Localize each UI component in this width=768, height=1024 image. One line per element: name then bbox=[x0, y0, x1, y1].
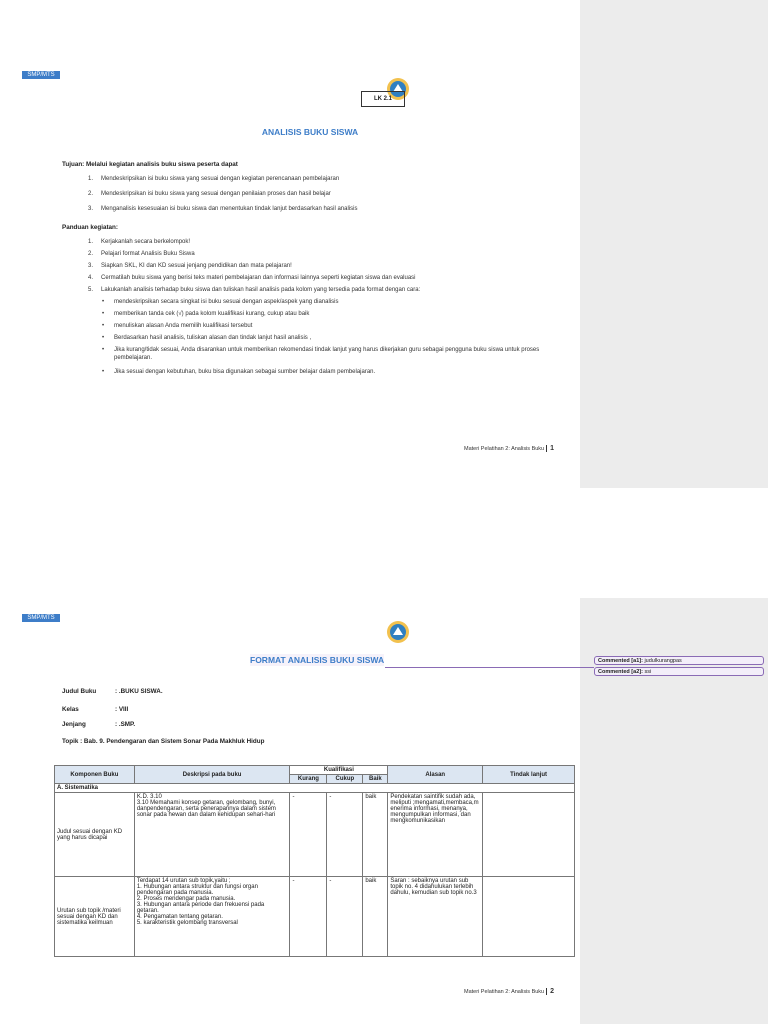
comment-text: ssi bbox=[644, 669, 652, 675]
level-badge: SMP/MTS bbox=[22, 71, 60, 79]
cell-baik: baik bbox=[363, 877, 388, 957]
list-number: 2. bbox=[88, 251, 94, 257]
panduan-heading: Panduan kegiatan: bbox=[62, 224, 118, 231]
comment-label: Commented [a2]: bbox=[598, 669, 643, 675]
level-badge: SMP/MTS bbox=[22, 614, 60, 622]
section-label: A. Sistematika bbox=[55, 784, 575, 793]
cell-kurang: - bbox=[290, 793, 327, 877]
meta-value: : .BUKU SISWA. bbox=[115, 688, 163, 695]
meta-key: Jenjang bbox=[62, 721, 86, 728]
comment-margin-1 bbox=[580, 0, 768, 488]
bullet-item: Berdasarkan hasil analisis, tuliskan alasan dan tindak lanjut hasil analisis , bbox=[114, 335, 312, 341]
topik-line: Topik : Bab. 9. Pendengaran dan Sistem Sonar Pada Makhluk Hidup bbox=[62, 738, 265, 745]
cell-cukup: - bbox=[327, 877, 363, 957]
bullet: • bbox=[102, 311, 105, 317]
meta-key: Kelas bbox=[62, 706, 79, 713]
cell-tindak bbox=[483, 793, 575, 877]
header-alasan: Alasan bbox=[388, 766, 483, 784]
bullet-item: mendeskripsikan secara singkat isi buku sesuai dengan aspek/aspek yang dianalisis bbox=[114, 299, 339, 305]
footer-text: Materi Pelatihan 2: Analisis Buku bbox=[464, 446, 545, 452]
table-row bbox=[55, 793, 575, 877]
page-1 bbox=[0, 0, 580, 488]
comment-label: Commented [a1]: bbox=[598, 658, 643, 664]
format-title: FORMAT ANALISIS BUKU SISWA bbox=[250, 655, 385, 665]
panduan-item: Kerjakanlah secara berkelompok! bbox=[101, 239, 191, 245]
header-kualifikasi: Kualifikasi bbox=[290, 766, 388, 775]
page-footer bbox=[464, 988, 554, 995]
bullet: • bbox=[102, 299, 105, 305]
header-komponen: Komponen Buku bbox=[55, 766, 135, 784]
header-cukup: Cukup bbox=[327, 775, 363, 784]
panduan-item: Pelajari format Analisis Buku Siswa bbox=[101, 251, 195, 257]
cell-alasan: Saran : sebaiknya urutan sub topik no. 4 didahulukan terlebih dahulu, kemudian sub topik no.3 bbox=[388, 877, 483, 957]
list-number: 2. bbox=[88, 191, 94, 197]
cell-baik: baik bbox=[363, 793, 388, 877]
footer-text: Materi Pelatihan 2: Analisis Buku bbox=[464, 989, 545, 995]
page-gap bbox=[0, 488, 768, 598]
meta-value: : .SMP. bbox=[115, 721, 136, 728]
meta-value: : VIII bbox=[115, 706, 129, 713]
header-tindak: Tindak lanjut bbox=[483, 766, 575, 784]
comment-text: judulkurangpas bbox=[644, 658, 682, 664]
bullet: • bbox=[102, 323, 105, 329]
panduan-item: Lakukanlah analisis terhadap buku siswa dan tuliskan hasil analisis pada kolom yang tersedia pada format dengan cara: bbox=[101, 287, 421, 293]
cell-komponen: Urutan sub topik /materi sesuai dengan KD dan sistematika keilmuan bbox=[55, 877, 135, 957]
cell-deskripsi: Terdapat 14 urutan sub topik,yaitu ; 1. Hubungan antara struktur dan fungsi organ pendengaran pada manusia. 2. Proses mendengar pada manusia. 3. Hubungan antara periode dan frekuensi pada getaran. 4. Pengamatan tentang getaran. 5. karakteristik gelombang transversal bbox=[134, 877, 290, 957]
analysis-table bbox=[54, 765, 575, 957]
tut-wuri-logo-icon bbox=[385, 619, 411, 645]
tujuan-heading: Tujuan: Melalui kegiatan analisis buku siswa peserta dapat bbox=[62, 161, 238, 168]
bullet-item: Jika kurang/tidak sesuai, Anda disarankan untuk memberikan rekomendasi tindak lanjut yang harus dikerjakan guru sebagai pengguna buku siswa untuk proses pembelajaran. bbox=[114, 347, 540, 361]
list-number: 1. bbox=[88, 239, 94, 245]
header-kurang: Kurang bbox=[290, 775, 327, 784]
list-number: 3. bbox=[88, 263, 94, 269]
bullet-item: memberikan tanda cek (√) pada kolom kualifikasi kurang, cukup atau baik bbox=[114, 311, 310, 317]
comment-2[interactable] bbox=[594, 667, 764, 676]
bullet: • bbox=[102, 369, 105, 375]
tujuan-item: Mendeskripsikan isi buku siswa yang sesuai dengan penilaian proses dan hasil belajar bbox=[101, 191, 331, 197]
cell-cukup: - bbox=[327, 793, 363, 877]
header-deskripsi: Deskripsi pada buku bbox=[134, 766, 290, 784]
tujuan-item: Menganalisis kesesuaian isi buku siswa dan menentukan tindak lanjut berdasarkan hasil analisis bbox=[101, 206, 358, 212]
panduan-item: Siapkan SKL, KI dan KD sesuai jenjang pendidikan dan mata pelajaran! bbox=[101, 263, 292, 269]
cell-tindak bbox=[483, 877, 575, 957]
page-number: 1 bbox=[546, 445, 554, 452]
bullet-item: Jika sesuai dengan kebutuhan, buku bisa digunakan sebagai sumber belajar dalam pembelajaran. bbox=[114, 369, 376, 375]
cell-alasan: Pendekatan saintifik sudah ada, meliputi ;mengamati,membaca,m enerima informasi, menanya, mengumpulkan informasi, dan mengkomunikasikan bbox=[388, 793, 483, 877]
list-number: 5. bbox=[88, 287, 94, 293]
list-number: 1. bbox=[88, 176, 94, 182]
bullet-item: menuliskan alasan Anda memilih kualifikasi tersebut bbox=[114, 323, 253, 329]
table-row bbox=[55, 877, 575, 957]
panduan-item: Cermatilah buku siswa yang berisi teks materi pembelajaran dan informasi lainnya seperti kegiatan siswa dan evaluasi bbox=[101, 275, 416, 281]
comment-connector bbox=[385, 667, 594, 668]
page-footer bbox=[464, 445, 554, 452]
cell-komponen: Judul sesuai dengan KD yang harus dicapai bbox=[55, 793, 135, 877]
bullet: • bbox=[102, 347, 105, 353]
comment-1[interactable] bbox=[594, 656, 764, 665]
list-number: 3. bbox=[88, 206, 94, 212]
list-number: 4. bbox=[88, 275, 94, 281]
meta-key: Judul Buku bbox=[62, 688, 97, 695]
page-number: 2 bbox=[546, 988, 554, 995]
lk-label-box: LK 2.1 bbox=[361, 91, 405, 107]
cell-kurang: - bbox=[290, 877, 327, 957]
page-title: ANALISIS BUKU SISWA bbox=[261, 127, 359, 137]
header-baik: Baik bbox=[363, 775, 388, 784]
cell-deskripsi: K.D. 3.10 3.10 Memahami konsep getaran, gelombang, bunyi, danpendengaran, serta penerapannya dalam sistem sonar pada hewan dan dalam kehidupan sehari-hari bbox=[134, 793, 290, 877]
tujuan-item: Mendeskripsikan isi buku siswa yang sesuai dengan kegiatan perencanaan pembelajaran bbox=[101, 176, 340, 182]
bullet: • bbox=[102, 335, 105, 341]
